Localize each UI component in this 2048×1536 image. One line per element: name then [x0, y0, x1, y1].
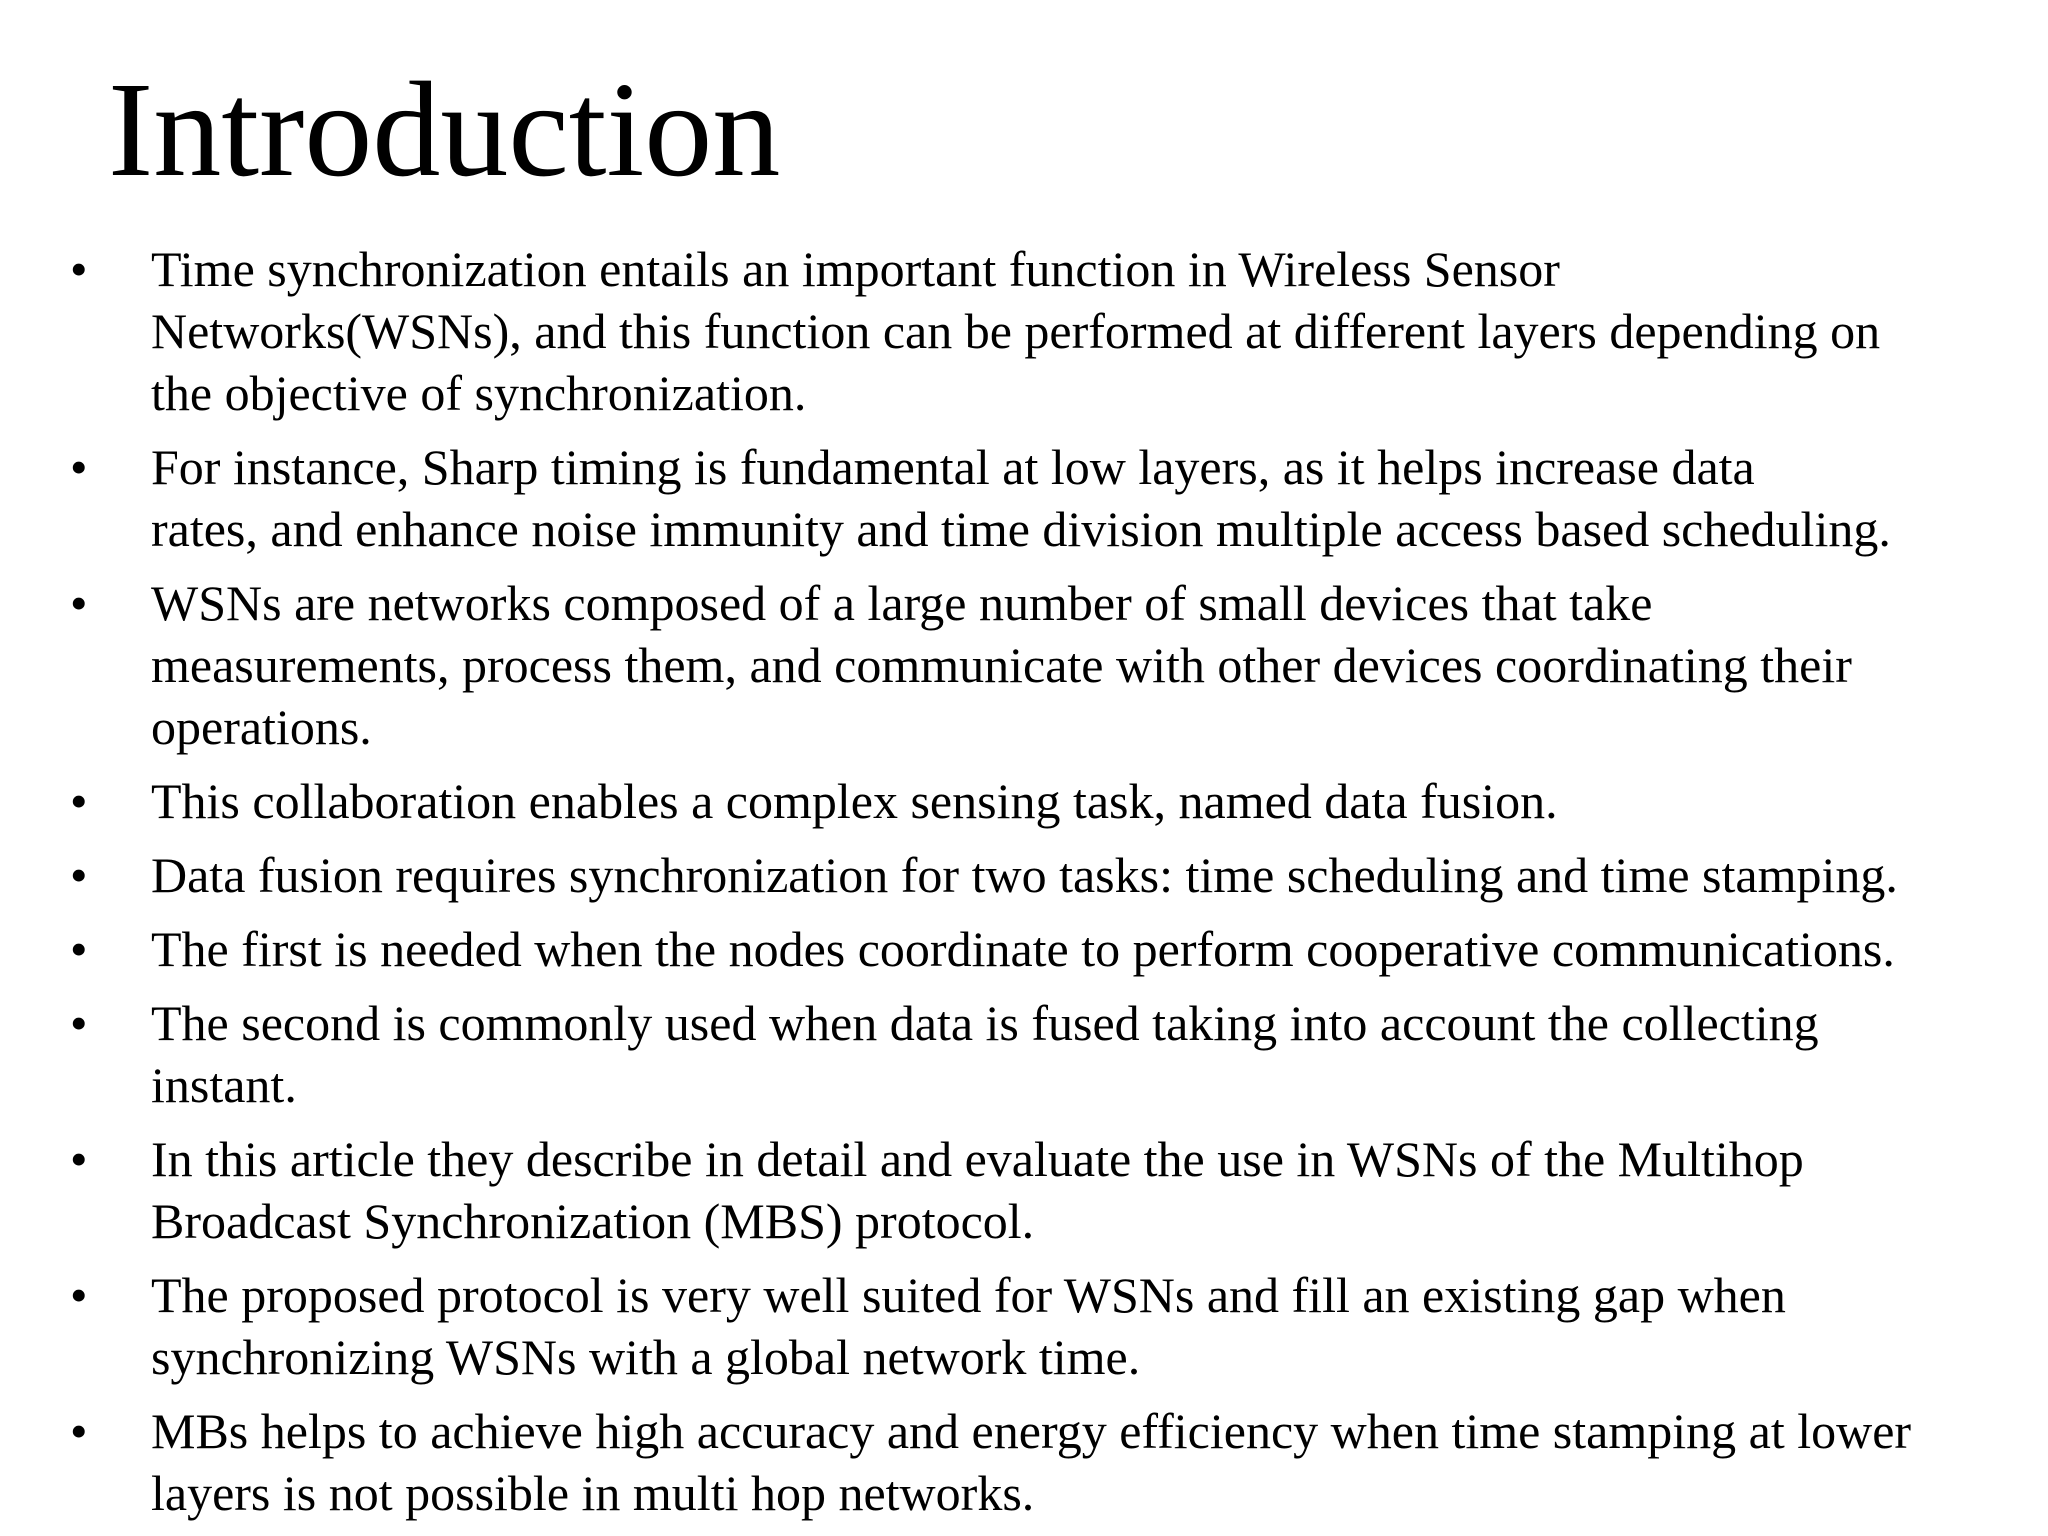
bullet-list: [0, 238, 2048, 1536]
bullet-dot-icon: •: [70, 773, 88, 829]
bullet-item: [0, 1400, 2048, 1524]
bullet-item: [0, 992, 2048, 1116]
bullet-text: In this article they describe in detail and evaluate the use in WSNs of the Multihop Broadcast Synchronization (MBS) protocol.: [151, 1131, 1804, 1249]
bullet-item: [0, 844, 2048, 906]
bullet-text: For instance, Sharp timing is fundamental at low layers, as it helps increase data rates, and enhance noise immunity and time division multiple access based scheduling.: [151, 439, 1891, 557]
bullet-dot-icon: •: [70, 1267, 88, 1323]
bullet-item: [0, 238, 2048, 424]
bullet-item: [0, 770, 2048, 832]
bullet-dot-icon: •: [70, 575, 88, 631]
bullet-dot-icon: •: [70, 241, 88, 297]
bullet-dot-icon: •: [70, 439, 88, 495]
bullet-item: [0, 1264, 2048, 1388]
bullet-dot-icon: •: [70, 921, 88, 977]
bullet-item: [0, 918, 2048, 980]
bullet-text: The second is commonly used when data is fused taking into account the collecting instant.: [151, 995, 1819, 1113]
bullet-text: This collaboration enables a complex sensing task, named data fusion.: [151, 773, 1558, 829]
bullet-dot-icon: •: [70, 1403, 88, 1459]
bullet-item: [0, 572, 2048, 758]
bullet-item: [0, 436, 2048, 560]
bullet-dot-icon: •: [70, 847, 88, 903]
bullet-text: Data fusion requires synchronization for two tasks: time scheduling and time stamping.: [151, 847, 1898, 903]
bullet-dot-icon: •: [70, 1131, 88, 1187]
bullet-text: MBs helps to achieve high accuracy and energy efficiency when time stamping at lower layers is not possible in multi hop networks.: [151, 1403, 1912, 1521]
slide-title: Introduction: [108, 55, 781, 205]
bullet-item: [0, 1128, 2048, 1252]
bullet-text: WSNs are networks composed of a large number of small devices that take measurements, process them, and communicate with other devices coordinating their operations.: [151, 575, 1852, 755]
bullet-dot-icon: •: [70, 995, 88, 1051]
bullet-text: The proposed protocol is very well suited for WSNs and fill an existing gap when synchronizing WSNs with a global network time.: [151, 1267, 1786, 1385]
bullet-text: Time synchronization entails an important function in Wireless Sensor Networks(WSNs), and this function can be performed at different layers depending on the objective of synchronization.: [151, 241, 1881, 421]
bullet-text: The first is needed when the nodes coordinate to perform cooperative communications.: [151, 921, 1895, 977]
